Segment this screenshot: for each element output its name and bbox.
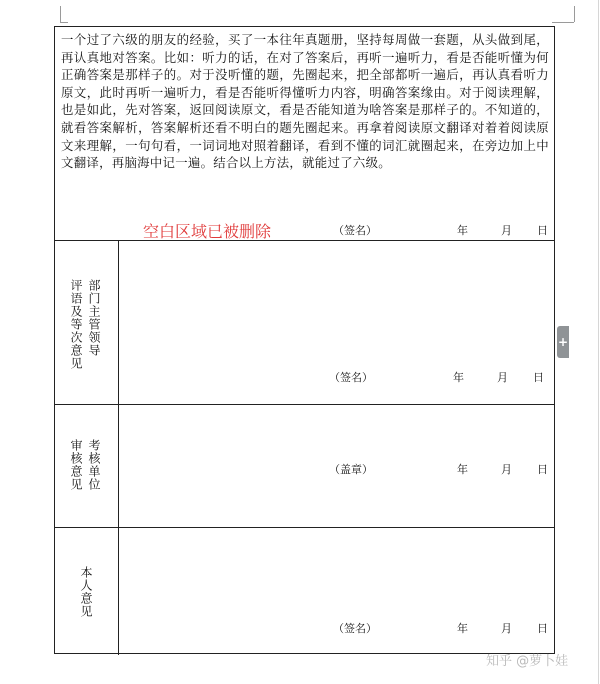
seal-label: （盖章）	[329, 463, 373, 476]
self-opinion-row	[55, 528, 554, 655]
signature-label: （签名）	[329, 371, 373, 384]
crop-mark-top-right-vertical	[574, 6, 575, 22]
date-year: 年	[453, 371, 464, 384]
page-edge-line	[598, 0, 599, 684]
self-opinion-label: 本人意见	[79, 566, 93, 618]
date-year: 年	[457, 224, 468, 237]
date-day: 日	[537, 224, 548, 237]
assessment-unit-label: 考核单位	[87, 439, 101, 491]
watermark: 知乎 @萝卜娃	[486, 654, 569, 669]
signature-label: （签名）	[333, 622, 377, 635]
assessment-label-cell	[55, 405, 119, 527]
date-day: 日	[537, 463, 548, 476]
crop-mark-top-right	[552, 8, 574, 23]
dept-leader-row	[55, 241, 554, 405]
date-year: 年	[457, 463, 468, 476]
redaction-note: 空白区域已被删除	[143, 222, 272, 241]
date-day: 日	[533, 371, 544, 384]
expand-side-tab[interactable]: +	[557, 326, 569, 358]
appraisal-form-table	[54, 26, 555, 654]
date-year: 年	[457, 622, 468, 635]
experience-row	[55, 27, 554, 241]
dept-comment-label: 评语及等次意见	[69, 279, 83, 370]
assessment-unit-row	[55, 405, 554, 528]
review-opinion-label: 审核意见	[69, 439, 83, 491]
crop-mark-top-left	[60, 8, 68, 23]
dept-leader-label-cell	[55, 241, 119, 404]
self-opinion-label-cell	[55, 528, 119, 655]
signature-label: （签名）	[333, 224, 377, 237]
experience-text: 一个过了六级的朋友的经验，买了一本往年真题册，坚持每周做一套题，从头做到尾，再认真地对答案。比如：听力的话，在对了答案后，再听一遍听力，看是否能听懂为何正确答案是那样子的。对于没听懂的题，先圈起来，把全部都听一遍后，再认真看听力原文，此时再听一遍听力，看是否能听得懂听力内容，明确答案缘由。对于阅读理解，也是如此，先对答案，返回阅读原文，看是否能知道为啥答案是那样子的。不知道的，就看答案解析，答案解析还看不明白的题先圈起来。再拿着阅读原文翻译对着着阅读原文来理解，一句句看，一词词地对照着翻译，看到不懂的词汇就圈起来，在旁边加上中文翻译，再脑海中记一遍。结合以上方法，就能过了六级。	[61, 32, 549, 171]
date-month: 月	[501, 463, 512, 476]
date-month: 月	[501, 622, 512, 635]
date-month: 月	[497, 371, 508, 384]
crop-mark-top-left-vertical	[60, 6, 61, 22]
dept-leader-label: 部门主管领导	[87, 279, 101, 357]
date-day: 日	[537, 622, 548, 635]
date-month: 月	[501, 224, 512, 237]
